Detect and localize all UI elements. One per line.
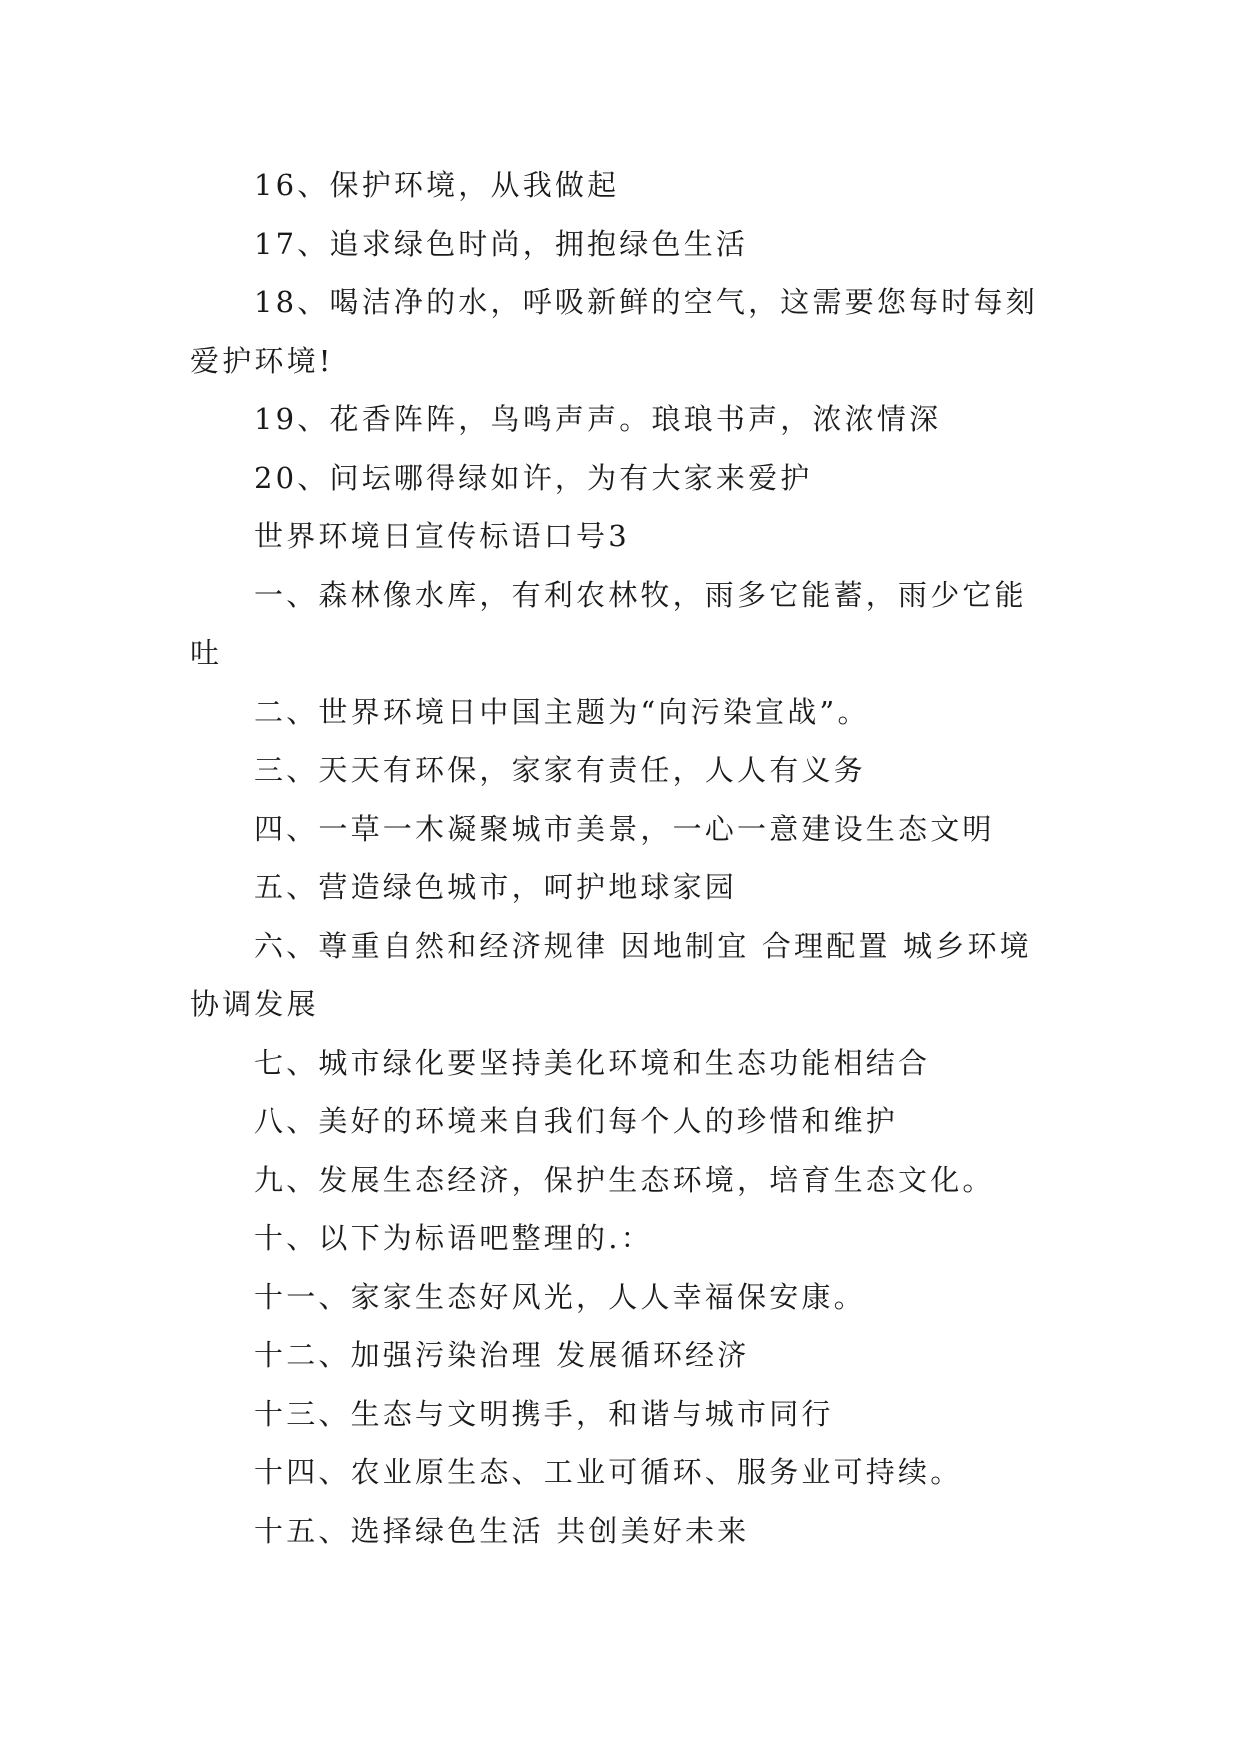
slogan-15: 十五、选择绿色生活 共创美好未来 xyxy=(254,1513,750,1548)
slogan-7: 七、城市绿化要坚持美化环境和生态功能相结合 xyxy=(254,1045,931,1080)
slogan-12: 十二、加强污染治理 发展循环经济 xyxy=(254,1338,750,1372)
slogan-6: 六、尊重自然和经济规律 因地制宜 合理配置 城乡环境协调发展 xyxy=(190,928,1032,1021)
slogan-3: 三、天天有环保，家家有责任，人人有义务 xyxy=(254,753,866,787)
slogan-9: 九、发展生态经济，保护生态环境，培育生态文化。 xyxy=(254,1162,995,1197)
slogan-14: 十四、农业原生态、工业可循环、服务业可持续。 xyxy=(254,1455,963,1489)
slogan-16: 16、保护环境，从我做起 xyxy=(254,168,620,202)
section-heading: 世界环境日宣传标语口号3 xyxy=(254,519,630,553)
slogan-2: 二、世界环境日中国主题为“向污染宣战”。 xyxy=(254,694,870,729)
slogan-1: 一、森林像水库，有利农林牧，雨多它能蓄，雨少它能吐 xyxy=(190,577,1027,670)
slogan-19: 19、花香阵阵，鸟鸣声声。琅琅书声，浓浓情深 xyxy=(254,402,942,436)
slogan-18: 18、喝洁净的水，呼吸新鲜的空气，这需要您每时每刻爱护环境! xyxy=(190,285,1038,378)
slogan-10: 十、以下为标语吧整理的.： xyxy=(254,1221,653,1255)
slogan-17: 17、追求绿色时尚，拥抱绿色生活 xyxy=(254,226,749,261)
slogan-4: 四、一草一木凝聚城市美景，一心一意建设生态文明 xyxy=(254,811,995,846)
slogan-11: 十一、家家生态好风光，人人幸福保安康。 xyxy=(254,1279,866,1314)
slogan-20: 20、问坛哪得绿如许，为有大家来爱护 xyxy=(254,460,813,495)
slogan-5: 五、营造绿色城市，呵护地球家园 xyxy=(254,870,738,904)
slogan-8: 八、美好的环境来自我们每个人的珍惜和维护 xyxy=(254,1104,899,1138)
slogan-13: 十三、生态与文明携手，和谐与城市同行 xyxy=(254,1396,834,1431)
document-body xyxy=(190,156,1050,1560)
